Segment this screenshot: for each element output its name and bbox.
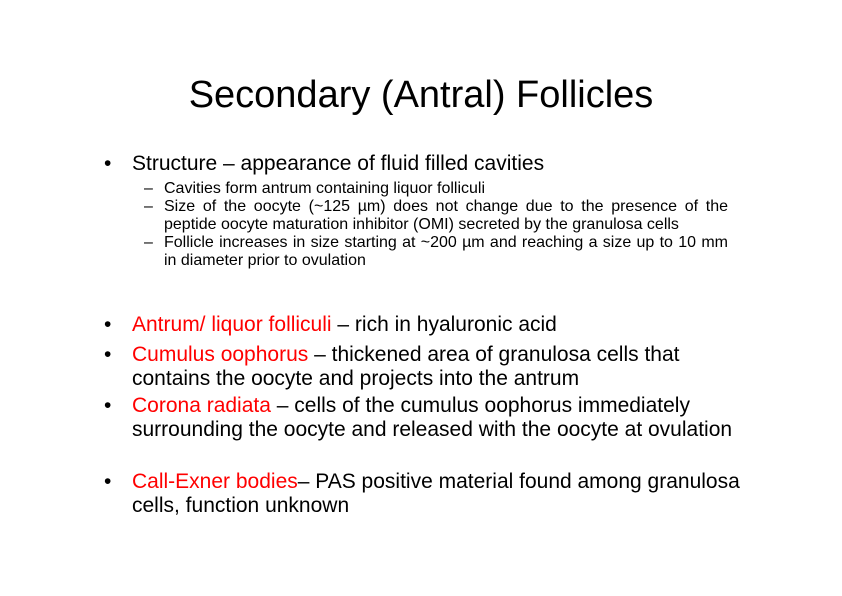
- description-antrum: – rich in hyaluronic acid: [331, 313, 557, 336]
- dash-icon: –: [144, 198, 153, 215]
- bullet-antrum-text: [132, 313, 744, 337]
- bullet-call-exner: [104, 470, 744, 518]
- term-cumulus: Cumulus oophorus: [132, 343, 309, 366]
- description-cumulus: – thickened area of granulosa cells that contains the oocyte and projects into the antrum: [132, 343, 680, 390]
- structure-sub-list: [144, 180, 728, 270]
- description-call-exner: – PAS positive material found among granulosa cells, function unknown: [132, 470, 740, 517]
- bullet-icon: •: [104, 394, 112, 417]
- bullet-corona: [104, 394, 744, 442]
- sub-item-follicle-size: [144, 234, 728, 270]
- bullet-icon: •: [104, 343, 112, 366]
- bullet-icon: •: [104, 152, 112, 175]
- bullet-cumulus-text: [132, 343, 744, 391]
- bullet-structure: [104, 152, 744, 176]
- bullet-cumulus: [104, 343, 744, 391]
- sub-item-text: Follicle increases in size starting at ~200 µm and reaching a size up to 10 mm in diameter prior to ovulation: [164, 234, 728, 269]
- term-corona: Corona radiata: [132, 394, 271, 417]
- term-antrum: Antrum/ liquor folliculi: [132, 313, 332, 336]
- bullet-corona-text: [132, 394, 744, 442]
- bullet-call-exner-text: [132, 470, 744, 518]
- bullet-icon: •: [104, 470, 112, 493]
- term-call-exner: Call-Exner bodies: [132, 470, 298, 493]
- bullet-structure-text: Structure – appearance of fluid filled cavities: [132, 152, 545, 175]
- sub-item-text: Size of the oocyte (~125 µm) does not change due to the presence of the peptide oocyte maturation inhibitor (OMI) secreted by the granulosa cells: [164, 198, 728, 233]
- bullet-icon: •: [104, 313, 112, 336]
- bullet-antrum: [104, 313, 744, 337]
- dash-icon: –: [144, 180, 153, 197]
- sub-item-text: Cavities form antrum containing liquor folliculi: [164, 180, 486, 197]
- sub-item-oocyte-size: [144, 198, 728, 234]
- dash-icon: –: [144, 234, 153, 251]
- slide-title: Secondary (Antral) Follicles: [188, 74, 654, 116]
- sub-item-cavities: [144, 180, 728, 198]
- description-corona: – cells of the cumulus oophorus immediately surrounding the oocyte and released with the oocyte at ovulation: [132, 394, 733, 441]
